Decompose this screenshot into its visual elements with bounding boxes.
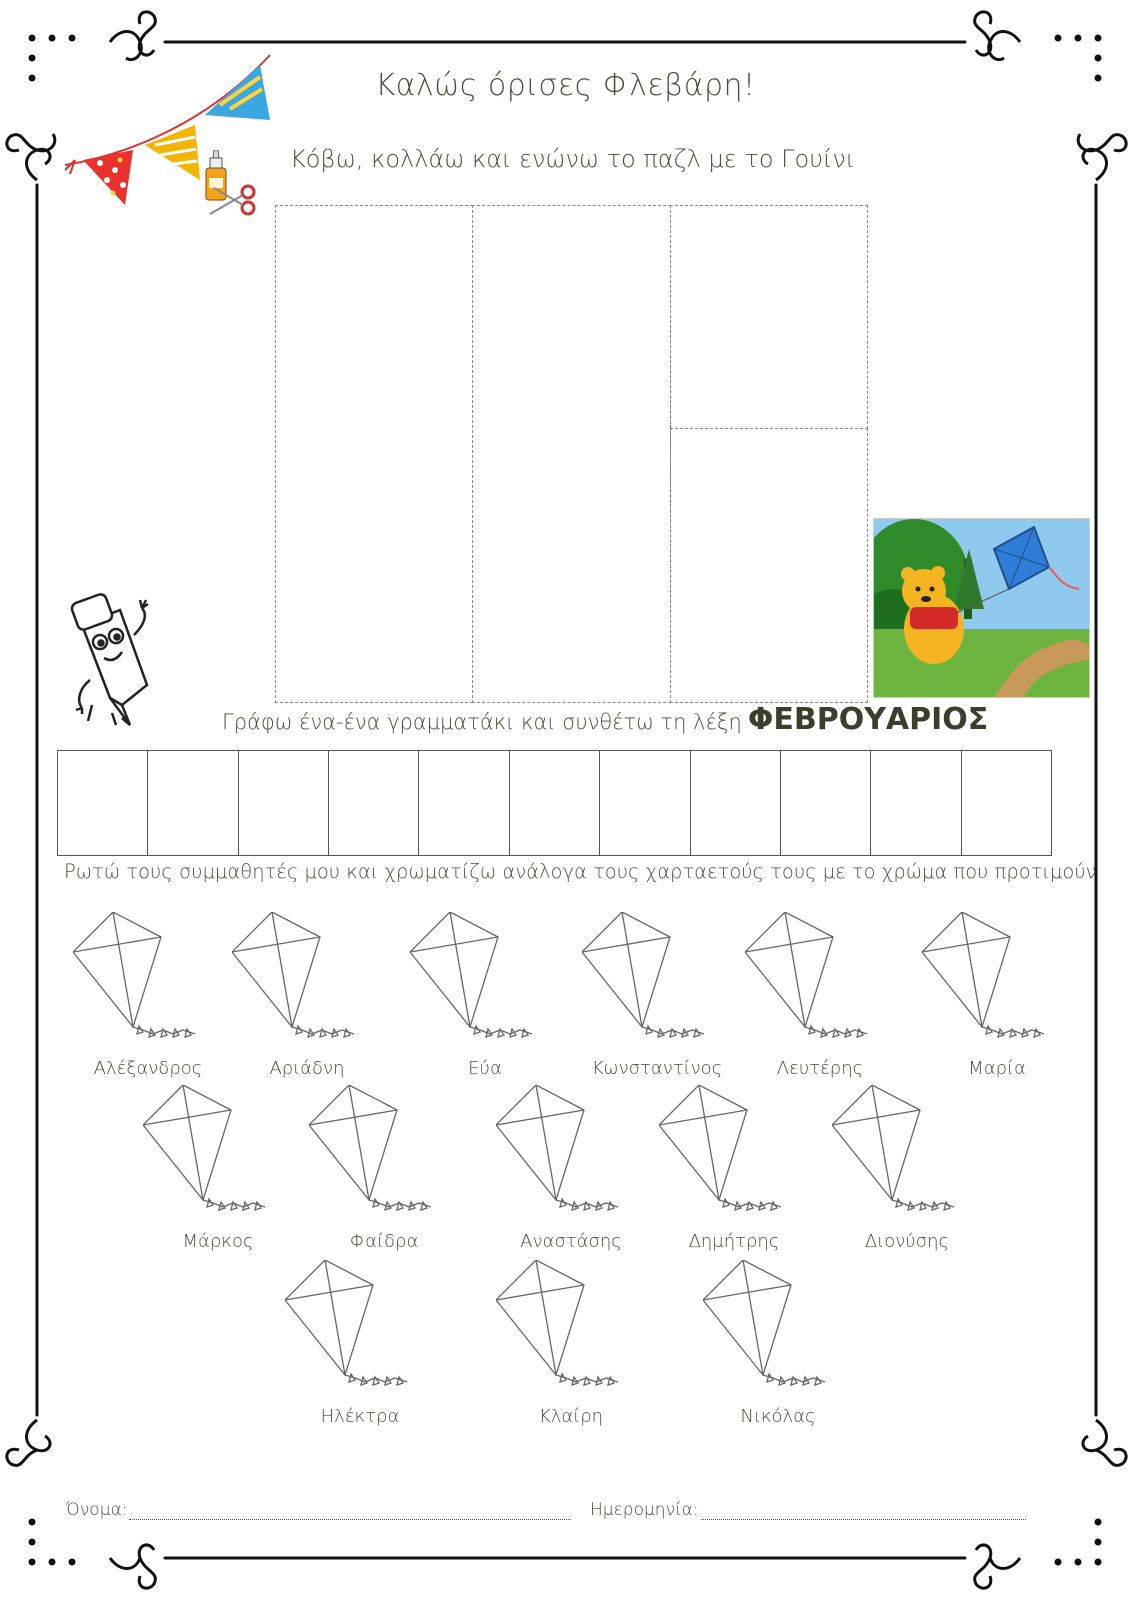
puzzle-area bbox=[275, 205, 868, 703]
kite-student-name: Αλέξανδρος bbox=[93, 1058, 203, 1079]
puzzle-instruction: Κόβω, κολλάω και ενώνω το παζλ με το Γουίνι bbox=[290, 145, 856, 173]
kite-student-name: Κλαίρη bbox=[538, 1406, 604, 1427]
kite-student-name: Μάρκος bbox=[182, 1231, 254, 1252]
letter-box[interactable] bbox=[329, 751, 419, 855]
kite-student-name: Εύα bbox=[468, 1058, 502, 1079]
kite-item[interactable] bbox=[832, 1085, 962, 1255]
name-field-row bbox=[66, 1500, 571, 1520]
letter-box[interactable] bbox=[510, 751, 600, 855]
pencil-mascot bbox=[62, 590, 167, 730]
letter-box[interactable] bbox=[691, 751, 781, 855]
kite-item[interactable] bbox=[659, 1085, 789, 1255]
kite-item[interactable] bbox=[496, 1085, 626, 1255]
kite-student-name: Λευτέρης bbox=[776, 1058, 864, 1079]
kite-student-name: Ηλέκτρα bbox=[320, 1406, 400, 1427]
name-label: Όνομα: bbox=[66, 1500, 128, 1520]
puzzle-piece bbox=[670, 428, 868, 703]
letter-box[interactable] bbox=[781, 751, 871, 855]
write-word-instruction bbox=[222, 702, 988, 737]
date-label: Ημερομηνία: bbox=[590, 1500, 699, 1520]
kite-student-name: Μαρία bbox=[968, 1058, 1026, 1079]
kite-item[interactable] bbox=[309, 1085, 439, 1255]
letter-box[interactable] bbox=[871, 751, 961, 855]
kite-item[interactable] bbox=[582, 912, 723, 1082]
letter-box[interactable] bbox=[419, 751, 509, 855]
write-word-text: Γράφω ένα-ένα γραμματάκι και συνθέτω τη λέξη bbox=[222, 710, 742, 734]
kite-instruction: Ρωτώ τους συμμαθητές μου και χρωματίζω ανάλογα τους χαρταετούς τους με το χρώμα που προτιμούν bbox=[64, 860, 1097, 883]
letter-box[interactable] bbox=[239, 751, 329, 855]
puzzle-piece bbox=[670, 205, 868, 429]
kite-item[interactable] bbox=[410, 912, 540, 1082]
page-title: Καλώς όρισες Φλεβάρη! bbox=[375, 68, 756, 103]
kite-student-name: Αναστάσης bbox=[520, 1231, 622, 1252]
kite-item[interactable] bbox=[496, 1260, 626, 1430]
month-word: ΦΕΒΡΟΥΑΡΙΟΣ bbox=[747, 702, 989, 737]
kite-student-name: Κωνσταντίνος bbox=[591, 1058, 723, 1079]
letter-box[interactable] bbox=[600, 751, 690, 855]
kite-student-name: Διονύσης bbox=[864, 1231, 950, 1252]
name-field[interactable] bbox=[129, 1503, 571, 1520]
date-field-row bbox=[590, 1500, 1026, 1520]
puzzle-piece bbox=[275, 205, 473, 703]
glue-scissors-icon bbox=[200, 150, 262, 222]
kite-item[interactable] bbox=[143, 1085, 273, 1255]
date-field[interactable] bbox=[701, 1503, 1026, 1520]
letter-boxes bbox=[57, 750, 1052, 856]
kite-item[interactable] bbox=[745, 912, 875, 1082]
kite-item[interactable] bbox=[232, 912, 362, 1082]
kite-student-name: Φαίδρα bbox=[349, 1231, 419, 1252]
puzzle-piece bbox=[472, 205, 671, 703]
kite-item[interactable] bbox=[922, 912, 1052, 1082]
kite-student-name: Νικόλας bbox=[740, 1406, 816, 1427]
kite-item[interactable] bbox=[73, 912, 203, 1082]
kite-student-name: Δημήτρης bbox=[688, 1231, 780, 1252]
kite-item[interactable] bbox=[703, 1260, 833, 1430]
letter-box[interactable] bbox=[58, 751, 148, 855]
letter-box[interactable] bbox=[148, 751, 238, 855]
letter-box[interactable] bbox=[962, 751, 1051, 855]
winnie-kite-illustration bbox=[873, 518, 1090, 698]
kite-student-name: Αριάδνη bbox=[269, 1058, 345, 1079]
kite-item[interactable] bbox=[285, 1260, 415, 1430]
